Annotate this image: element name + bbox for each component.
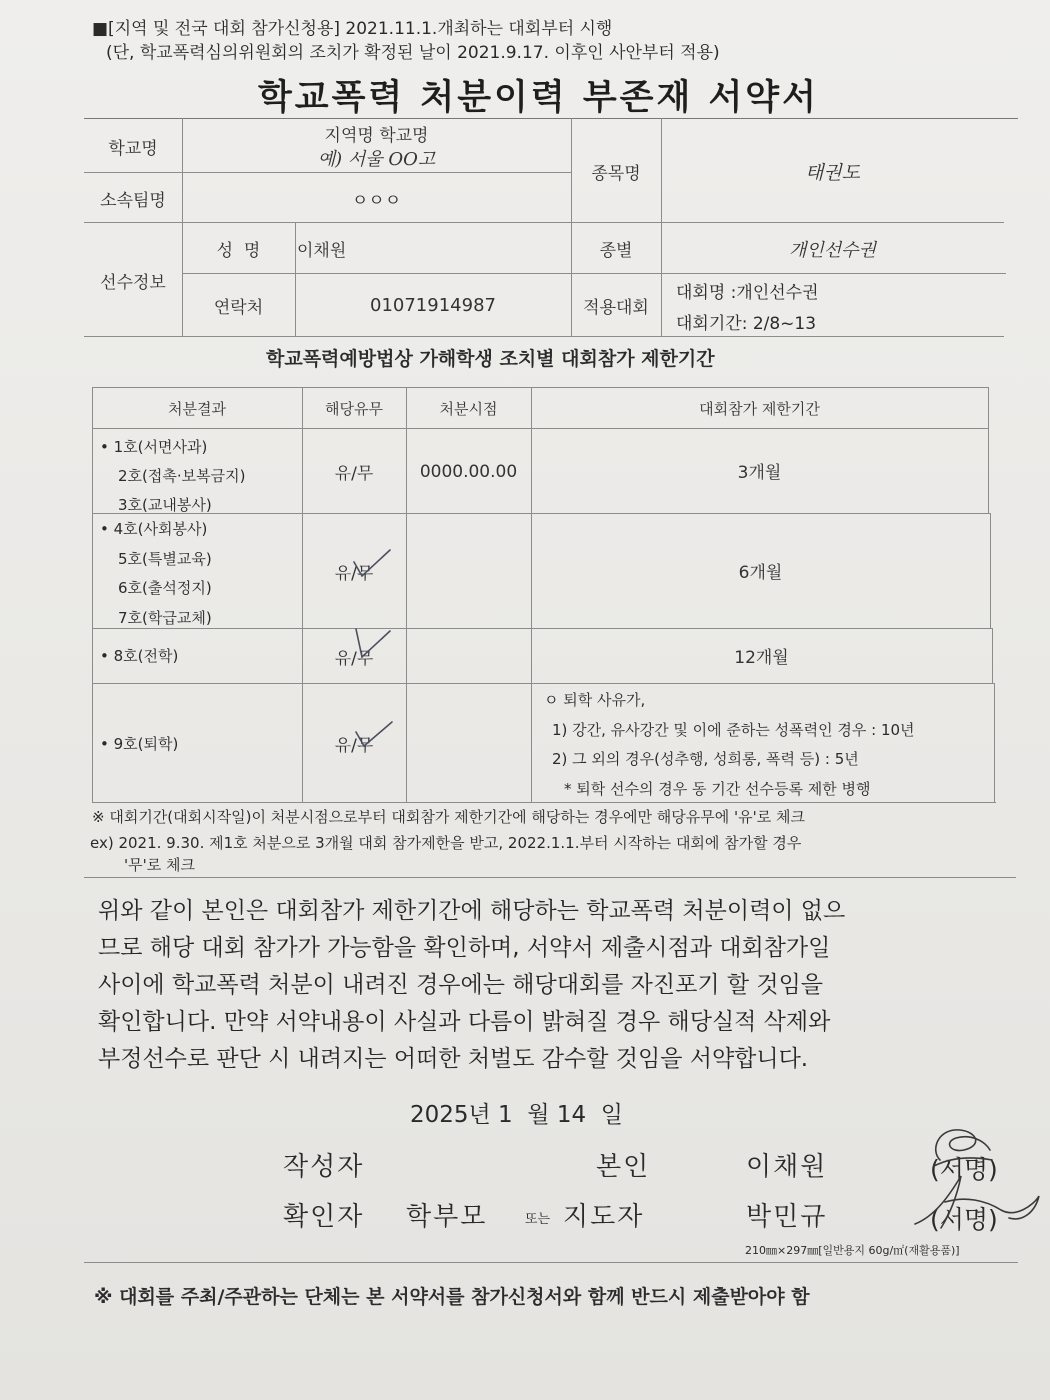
col-header-period: 대회참가 제한기간: [699, 399, 820, 418]
applies-value: 유/무: [334, 736, 374, 756]
team-value: ㅇㅇㅇ: [351, 190, 402, 211]
name-label: 성 명: [216, 241, 261, 261]
event-name: 대회명 :개인선수권: [676, 283, 819, 303]
sport-value: 태권도: [804, 161, 861, 184]
checkmark-icon: [348, 548, 394, 584]
table-row-measures: [100, 515, 212, 633]
pledge-paragraph: [98, 893, 845, 1078]
pledge-line: 부정선수로 판단 시 내려지는 어떠한 처벌도 감수할 것임을 서약합니다.: [98, 1046, 809, 1072]
applies-value: 유/무: [334, 649, 374, 669]
pledge-line: 확인합니다. 만약 서약내용이 사실과 다름이 밝혀질 경우 해당실적 삭제와: [98, 1009, 831, 1035]
measure-item: 3호(교내봉사): [118, 496, 212, 514]
table-row-measures: [100, 645, 178, 666]
disposition-date: 0000.00.00: [419, 461, 518, 482]
measure-item: • 1호(서면사과): [100, 438, 208, 456]
col-header-applies: 해당유무: [325, 399, 383, 418]
header-note-1: ■[지역 및 전국 대회 참가신청용] 2021.11.1.개최하는 대회부터 시행: [92, 19, 613, 39]
table-note-1: ※ 대회기간(대회시작일)이 처분시점으로부터 대회참가 제한기간에 해당하는 경우에만 해당유무에 '유'로 체크: [92, 808, 805, 826]
confirmer-name: 박민규: [746, 1202, 828, 1232]
writer-sign-label: (서명): [930, 1155, 998, 1184]
restriction-header-divider: [92, 428, 988, 429]
contact-value: 01071914987: [370, 295, 496, 316]
expulsion-reason-line: ㅇ 퇴학 사유가,: [544, 691, 646, 709]
document-title: 학교폭력 처분이력 부존재 서약서: [258, 78, 819, 118]
col-header-result: 처분결과: [168, 399, 226, 418]
restriction-col-divider: [992, 628, 993, 683]
pledge-line: 므로 해당 대회 참가가 가능함을 확인하며, 서약서 제출시점과 대회참가일: [98, 935, 831, 961]
school-label: 학교명: [108, 138, 158, 159]
checkmark-icon: [350, 718, 396, 754]
restriction-period: 12개월: [734, 648, 789, 668]
info-row-divider: [84, 172, 572, 173]
name-value: 이채원: [297, 241, 347, 261]
confirmer-role-coach: 지도자: [563, 1202, 645, 1232]
checkmark-icon: [348, 627, 394, 663]
signature-mark: [905, 1166, 1045, 1236]
measure-item: • 4호(사회봉사): [100, 520, 208, 538]
writer-label: 작성자: [283, 1152, 365, 1182]
restriction-col-divider: [994, 683, 995, 802]
restriction-col-divider: [990, 513, 991, 628]
measure-item: 5호(특별교육): [118, 549, 212, 568]
applies-value: 유/무: [334, 564, 374, 584]
event-period: 대회기간: 2/8~13: [676, 314, 817, 334]
category-label: 종별: [599, 241, 633, 261]
school-value: 예) 서울 OO고: [317, 149, 436, 170]
measure-item: • 8호(전학): [100, 647, 179, 665]
confirmer-sign-label: (서명): [930, 1205, 998, 1234]
restriction-period: 3개월: [737, 462, 782, 483]
team-label: 소속팀명: [100, 190, 166, 211]
info-table-top-border: [84, 118, 1018, 119]
category-value: 개인선수권: [789, 239, 876, 261]
writer-name: 이채원: [746, 1152, 828, 1182]
notes-divider: [84, 877, 1016, 878]
confirmer-role-parent: 학부모: [406, 1202, 488, 1232]
expulsion-reason-list: [544, 686, 915, 804]
expulsion-reason-line: 1) 강간, 유사강간 및 이에 준하는 성폭력인 경우 : 10년: [552, 720, 915, 739]
pledge-date: 2025년 1 월 14 일: [410, 1102, 623, 1128]
player-info-label: 선수정보: [100, 272, 166, 293]
info-row-divider: [84, 222, 1004, 223]
pledge-line: 사이에 학교폭력 처분이 내려진 경우에는 해당대회를 자진포기 할 것임을: [98, 972, 824, 998]
restriction-row-divider: [92, 628, 992, 629]
table-note-3: '무'로 체크: [124, 856, 195, 874]
table-row-measures: [100, 733, 178, 754]
expulsion-reason-line: 2) 그 외의 경우(성추행, 성희롱, 폭력 등) : 5년: [552, 750, 859, 768]
restriction-col-divider: [988, 387, 989, 513]
restriction-heading: 학교폭력예방법상 가해학생 조치별 대회참가 제한기간: [266, 348, 715, 370]
info-row-divider: [182, 273, 1006, 274]
restriction-period: 6개월: [738, 562, 783, 583]
header-note-2: (단, 학교폭력심의위원회의 조치가 확정된 날이 2021.9.17. 이후인 사안부터 적용): [106, 43, 720, 63]
paper-spec: 210㎜×297㎜[일반용지 60g/㎡(재활용품)]: [745, 1244, 960, 1257]
footer-divider: [84, 1262, 1018, 1263]
table-note-2: ex) 2021. 9.30. 제1호 처분으로 3개월 대회 참가제한을 받고, 2022.1.1.부터 시작하는 대회에 참가할 경우: [90, 834, 802, 852]
school-hint: 지역명 학교명: [324, 125, 429, 146]
applies-value: 유/무: [334, 464, 374, 484]
measure-item: 2호(접촉·보복금지): [118, 467, 246, 485]
measure-item: • 9호(퇴학): [100, 735, 179, 753]
confirmer-or: 또는: [525, 1212, 551, 1227]
measure-item: 6호(출석정지): [118, 579, 212, 597]
table-row-measures: [100, 433, 245, 520]
restriction-col-divider: [92, 387, 93, 802]
pledge-line: 위와 같이 본인은 대회참가 제한기간에 해당하는 학교폭력 처분이력이 없으: [98, 898, 846, 924]
restriction-row-divider: [92, 683, 994, 684]
sport-label: 종목명: [591, 163, 641, 184]
event-label: 적용대회: [583, 298, 649, 318]
confirmer-label: 확인자: [283, 1202, 365, 1232]
writer-role: 본인: [596, 1152, 651, 1182]
footer-notice: ※ 대회를 주최/주관하는 단체는 본 서약서를 참가신청서와 함께 반드시 제출받아야 함: [94, 1286, 810, 1308]
expulsion-reason-line: * 퇴학 선수의 경우 동 기간 선수등록 제한 병행: [564, 779, 871, 798]
info-table-bottom-border: [84, 336, 1004, 337]
col-header-date: 처분시점: [439, 399, 498, 418]
contact-label: 연락처: [213, 298, 264, 318]
measure-item: 7호(학급교체): [118, 608, 212, 627]
restriction-table-top-border: [92, 387, 988, 388]
